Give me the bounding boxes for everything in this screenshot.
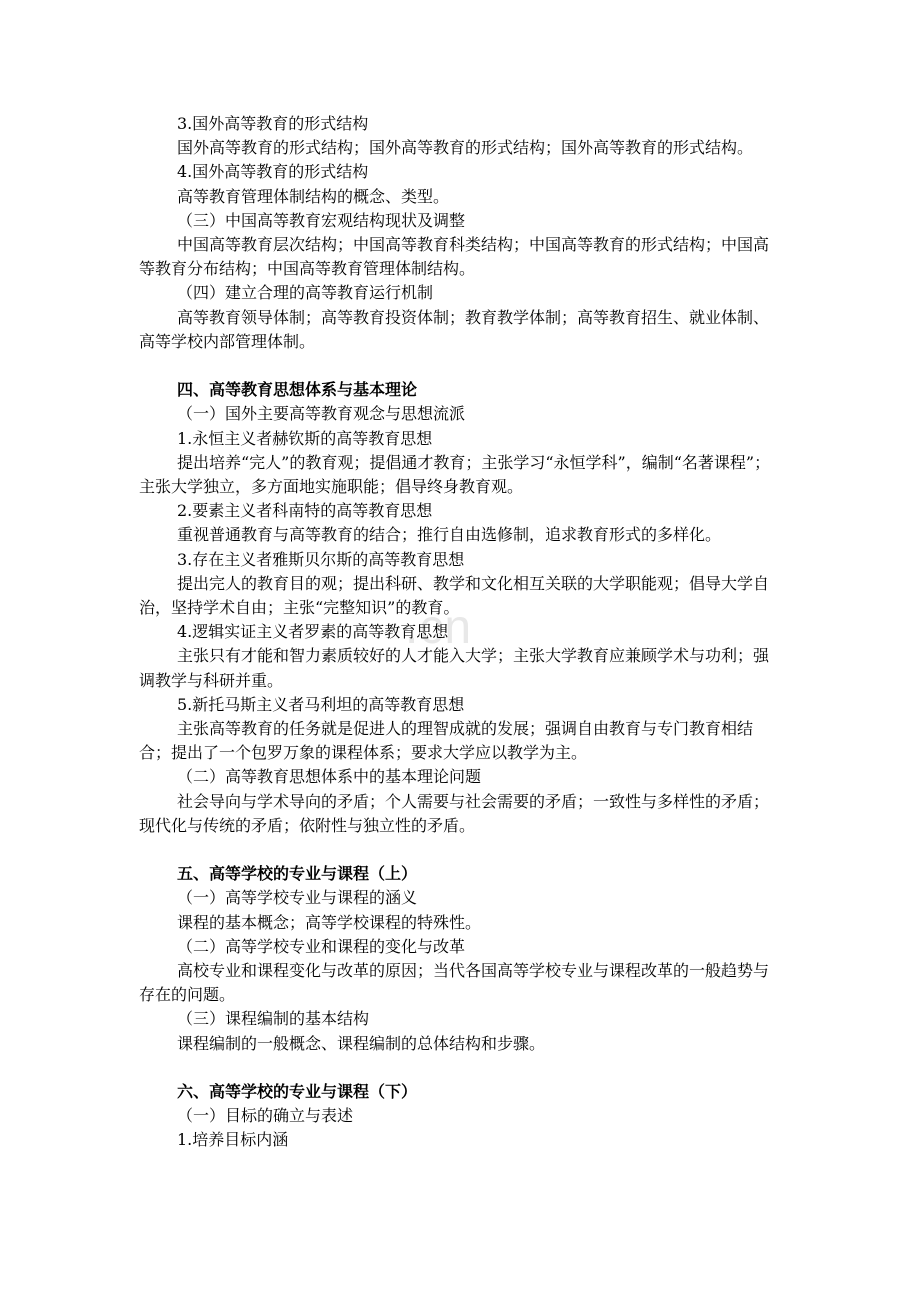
document-page [139,112,784,1153]
subsection-title: （三）中国高等教育宏观结构现状及调整 [177,210,466,230]
subsection-title: 2.要素主义者科南特的高等教育思想 [177,501,433,521]
subsection-title: 3.存在主义者雅斯贝尔斯的高等教育思想 [177,549,465,569]
body-paragraph: 课程的基本概念；高等学校课程的特殊性。 [177,912,482,932]
subsection-title: （三）课程编制的基本结构 [177,1009,370,1029]
subsection-title: （二）高等教育思想体系中的基本理论问题 [177,767,482,787]
subsection-title: 3.国外高等教育的形式结构 [177,114,369,133]
body-paragraph: 高校专业和课程变化与改革的原因；当代各国高等学校专业与课程改革的一般趋势与存在的问题。 [139,961,770,1005]
subsection-title: （一）国外主要高等教育观念与思想流派 [177,404,466,424]
body-paragraph: 社会导向与学术导向的矛盾；个人需要与社会需要的矛盾；一致性与多样性的矛盾；现代化与传统的矛盾；依附性与独立性的矛盾。 [139,791,770,835]
paragraph-gap [139,354,784,378]
watermark: .cn [405,601,473,654]
body-paragraph: 高等教育管理体制结构的概念、类型。 [177,186,450,206]
body-paragraph: 主张高等教育的任务就是促进人的理智成就的发展；强调自由教育与专门教育相结合；提出了一个包罗万象的课程体系；要求大学应以教学为主。 [139,719,754,763]
subsection-title: （一）高等学校专业与课程的涵义 [177,888,418,908]
subsection-title: 5.新托马斯主义者马利坦的高等教育思想 [177,694,465,714]
subsection-title: 1.永恒主义者赫钦斯的高等教育思想 [177,428,433,448]
section-heading: 五、高等学校的专业与课程（上） [177,864,418,884]
subsection-title: （二）高等学校专业和课程的变化与改革 [177,936,466,956]
subsection-title: （四）建立合理的高等教育运行机制 [177,283,434,303]
body-paragraph: 中国高等教育层次结构；中国高等教育科类结构；中国高等教育的形式结构；中国高等教育分布结构；中国高等教育管理体制结构。 [139,235,770,279]
paragraph-gap [139,1056,784,1080]
body-paragraph: 高等教育领导体制；高等教育投资体制；教育教学体制；高等教育招生、就业体制、高等学校内部管理体制。 [139,307,770,351]
body-paragraph: 重视普通教育与高等教育的结合；推行自由选修制，追求教育形式的多样化。 [177,525,722,545]
body-paragraph: 提出培养“完人”的教育观；提倡通才教育；主张学习“永恒学科”，编制“名著课程”；主张大学独立，多方面地实施职能；倡导终身教育观。 [139,452,771,497]
section-heading: 六、高等学校的专业与课程（下） [177,1082,418,1102]
section-heading: 四、高等教育思想体系与基本理论 [177,380,418,400]
subsection-title: 4.逻辑实证主义者罗素的高等教育思想 [177,622,449,642]
body-paragraph: 课程编制的一般概念、课程编制的总体结构和步骤。 [177,1033,546,1053]
subsection-title: 1.培养目标内涵 [177,1130,289,1150]
subsection-title: 4.国外高等教育的形式结构 [177,162,369,182]
body-paragraph: 提出完人的教育目的观；提出科研、教学和文化相互关联的大学职能观；倡导大学自治，坚持学术自由；主张“完整知识”的教育。 [139,573,770,618]
subsection-title: （一）目标的确立与表述 [177,1106,354,1126]
body-paragraph: 主张只有才能和智力素质较好的人才能入大学；主张大学教育应兼顾学术与功利；强调教学与科研并重。 [139,646,770,690]
body-paragraph: 国外高等教育的形式结构；国外高等教育的形式结构；国外高等教育的形式结构。 [177,138,754,158]
paragraph-gap [139,838,784,862]
